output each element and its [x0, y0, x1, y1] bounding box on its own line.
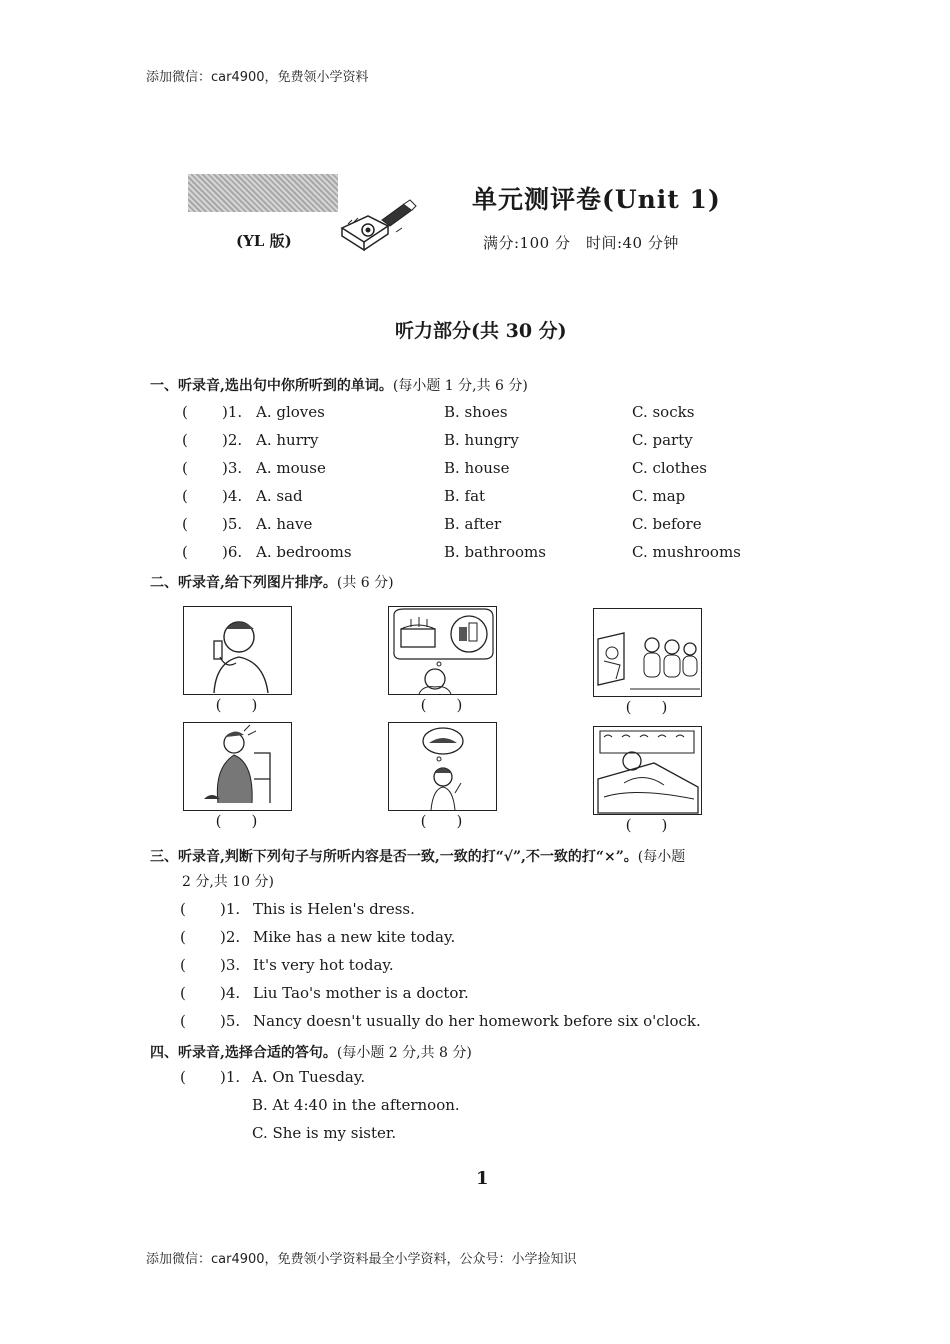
- statement-row: ( )1. This is Helen's dress.: [0, 895, 950, 923]
- picture-girl-thinking: [388, 722, 497, 811]
- page-title: 单元测评卷(Unit 1): [472, 185, 721, 214]
- answer-blank[interactable]: (: [180, 1012, 186, 1030]
- question-row: ( )1. A. On Tuesday.: [0, 1063, 950, 1091]
- part-title: 听力部分(共 30 分): [395, 320, 567, 342]
- edition-label: (YL 版): [236, 232, 292, 250]
- question-row: ( )2. A. hurry B. hungry C. party: [0, 426, 950, 454]
- option-row: C. She is my sister.: [252, 1124, 397, 1142]
- section2-title: 二、听录音,给下列图片排序。(共 6 分): [150, 575, 394, 591]
- picture-sick-person: [183, 722, 292, 811]
- statement-row: ( )4. Liu Tao's mother is a doctor.: [0, 979, 950, 1007]
- question-row: ( )1. A. gloves B. shoes C. socks: [0, 398, 950, 426]
- header-note: 添加微信：car4900，免费领小学资料: [146, 70, 369, 85]
- answer-blank[interactable]: (: [180, 928, 186, 946]
- section3-note-continued: 2 分,共 10 分): [182, 874, 274, 890]
- answer-blank[interactable]: (: [182, 487, 188, 505]
- question-row: ( )4. A. sad B. fat C. map: [0, 482, 950, 510]
- answer-blank[interactable]: (: [182, 459, 188, 477]
- section4-title: 四、听录音,选择合适的答句。(每小题 2 分,共 8 分): [150, 1045, 472, 1061]
- picture-answer-blank[interactable]: ( ): [625, 698, 668, 716]
- statement-row: ( )5. Nancy doesn't usually do her homework before six o'clock.: [0, 1007, 950, 1035]
- picture-answer-blank[interactable]: ( ): [420, 696, 463, 714]
- answer-blank[interactable]: (: [180, 900, 186, 918]
- book-icon: [338, 198, 420, 256]
- picture-bears: [593, 608, 702, 697]
- section1-title: 一、听录音,选出句中你所听到的单词。(每小题 1 分,共 6 分): [150, 378, 528, 394]
- question-row: ( )3. A. mouse B. house C. clothes: [0, 454, 950, 482]
- picture-answer-blank[interactable]: ( ): [420, 812, 463, 830]
- footer-note: 添加微信：car4900，免费领小学资料最全小学资料，公众号：小学捡知识: [146, 1252, 577, 1267]
- answer-blank[interactable]: (: [182, 515, 188, 533]
- answer-blank[interactable]: (: [182, 431, 188, 449]
- statement-row: ( )2. Mike has a new kite today.: [0, 923, 950, 951]
- option-row: B. At 4:40 in the afternoon.: [252, 1096, 460, 1114]
- picture-answer-blank[interactable]: ( ): [215, 812, 258, 830]
- answer-blank[interactable]: (: [182, 543, 188, 561]
- answer-blank[interactable]: (: [182, 403, 188, 421]
- question-row: ( )6. A. bedrooms B. bathrooms C. mushrooms: [0, 538, 950, 566]
- answer-blank[interactable]: (: [180, 984, 186, 1002]
- picture-child-in-bed: [593, 726, 702, 815]
- page-number: 1: [476, 1168, 489, 1189]
- blurred-stamp: [188, 174, 338, 212]
- statement-row: ( )3. It's very hot today.: [0, 951, 950, 979]
- picture-drinking: [183, 606, 292, 695]
- score-time: 满分:100 分 时间:40 分钟: [483, 234, 679, 252]
- picture-answer-blank[interactable]: ( ): [215, 696, 258, 714]
- answer-blank[interactable]: (: [180, 1068, 186, 1086]
- picture-answer-blank[interactable]: ( ): [625, 816, 668, 834]
- question-row: ( )5. A. have B. after C. before: [0, 510, 950, 538]
- picture-cake: [388, 606, 497, 695]
- answer-blank[interactable]: (: [180, 956, 186, 974]
- section3-title: 三、听录音,判断下列句子与所听内容是否一致,一致的打“√”,不一致的打“×”。(每小题: [150, 849, 686, 865]
